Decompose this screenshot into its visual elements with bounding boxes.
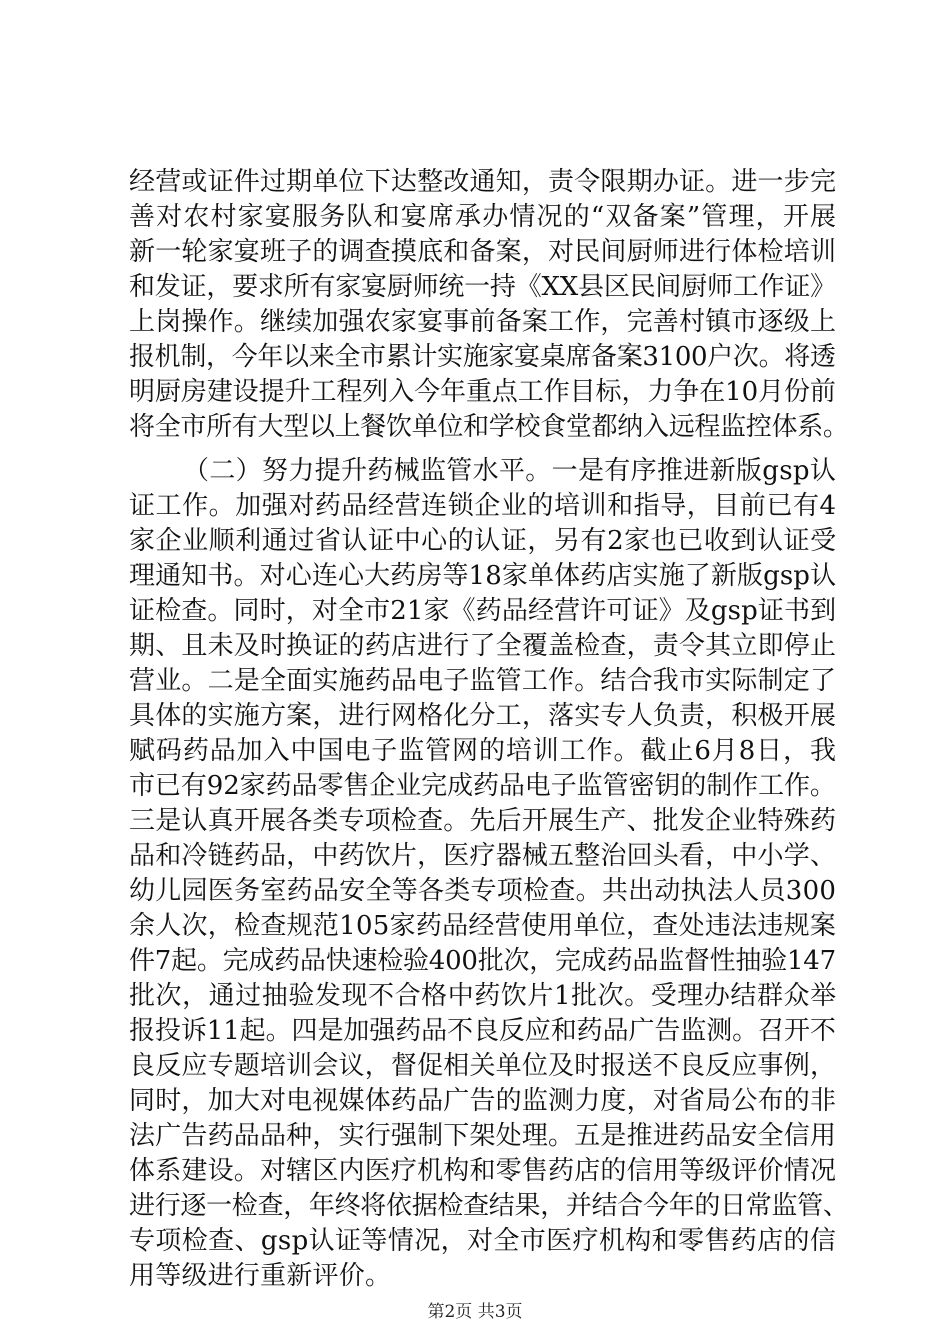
line-text: 上岗操作。继续加强农家宴事前备案工作，完善村镇市逐级上 (129, 307, 837, 337)
line-text: 期、且未及时换证的药店进行了全覆盖检查，责令其立即停止 (129, 631, 837, 661)
text-line (0, 941, 950, 981)
text-line (0, 1046, 950, 1086)
text-line (0, 731, 950, 771)
line-text: 具体的实施方案，进行网格化分工，落实专人负责，积极开展 (129, 701, 837, 731)
text-line (0, 232, 950, 272)
line-text: 品和冷链药品，中药饮片，医疗器械五整治回头看，中小学、 (129, 841, 837, 871)
line-text: 用等级进行重新评价。 (129, 1261, 392, 1291)
text-line (0, 906, 950, 946)
text-line (0, 871, 950, 911)
text-line (0, 801, 950, 841)
text-line (0, 626, 950, 666)
line-text: 件7起。完成药品快速检验400批次，完成药品监督性抽验147 (129, 946, 836, 976)
line-text: 进行逐一检查，年终将依据检查结果，并结合今年的日常监管、 (129, 1191, 849, 1221)
line-text: 专项检查、gsp认证等情况，对全市医疗机构和零售药店的信 (129, 1226, 837, 1256)
line-text: 市已有92家药品零售企业完成药品电子监管密钥的制作工作。 (129, 771, 836, 801)
line-text: 报机制，今年以来全市累计实施家宴桌席备案3100户次。将透 (129, 342, 836, 372)
text-line (0, 267, 950, 307)
text-line (0, 556, 950, 596)
line-text: 余人次，检查规范105家药品经营使用单位，查处违法违规案 (129, 911, 837, 941)
line-text: 同时，加大对电视媒体药品广告的监测力度，对省局公布的非 (129, 1086, 837, 1116)
line-text: 理通知书。对心连心大药房等18家单体药店实施了新版gsp认 (129, 561, 837, 591)
line-text: 善对农村家宴服务队和宴席承办情况的“双备案”管理，开展 (129, 202, 838, 232)
text-line (0, 1081, 950, 1121)
text-line (0, 696, 950, 736)
line-text: 三是认真开展各类专项检查。先后开展生产、批发企业特殊药 (129, 806, 837, 836)
text-line (0, 372, 950, 412)
text-line (0, 1186, 950, 1226)
text-line (0, 337, 950, 377)
line-text: 新一轮家宴班子的调查摸底和备案，对民间厨师进行体检培训 (129, 237, 837, 267)
text-line (0, 1151, 950, 1191)
line-text: 证工作。加强对药品经营连锁企业的培训和指导，目前已有4 (129, 491, 837, 521)
text-line (0, 1011, 950, 1051)
line-text: 经营或证件过期单位下达整改通知，责令限期办证。进一步完 (129, 167, 837, 197)
text-line (0, 451, 950, 491)
text-line (0, 1116, 950, 1156)
text-line (0, 1221, 950, 1261)
line-text: 证检查。同时，对全市21家《药品经营许可证》及gsp证书到 (129, 596, 837, 626)
text-line (0, 407, 950, 447)
text-line (0, 197, 950, 237)
text-line (0, 302, 950, 342)
line-text: 法广告药品品种，实行强制下架处理。五是推进药品安全信用 (129, 1121, 837, 1151)
line-text: 和发证，要求所有家宴厨师统一持《XX县区民间厨师工作证》 (129, 272, 836, 302)
line-text: 家企业顺利通过省认证中心的认证，另有2家也已收到认证受 (129, 526, 837, 556)
line-text: 幼儿园医务室药品安全等各类专项检查。共出动执法人员300 (129, 876, 837, 906)
line-text: 明厨房建设提升工程列入今年重点工作目标，力争在10月份前 (129, 377, 836, 407)
text-line (0, 162, 950, 202)
text-line (0, 766, 950, 806)
line-text: 将全市所有大型以上餐饮单位和学校食堂都纳入远程监控体系。 (129, 412, 849, 442)
text-line (0, 591, 950, 631)
line-text: 体系建设。对辖区内医疗机构和零售药店的信用等级评价情况 (129, 1156, 837, 1186)
line-text: 良反应专题培训会议，督促相关单位及时报送不良反应事例， (129, 1051, 837, 1081)
text-line (0, 521, 950, 561)
line-text: 报投诉11起。四是加强药品不良反应和药品广告监测。召开不 (129, 1016, 836, 1046)
text-line (0, 976, 950, 1016)
line-text: 赋码药品加入中国电子监管网的培训工作。截止6月8日，我 (129, 736, 837, 766)
text-line (0, 486, 950, 526)
line-text: （二）努力提升药械监管水平。一是有序推进新版gsp认 (183, 456, 837, 486)
text-line (0, 1256, 950, 1296)
text-line (0, 661, 950, 701)
line-text: 营业。二是全面实施药品电子监管工作。结合我市实际制定了 (129, 666, 837, 696)
line-text: 批次，通过抽验发现不合格中药饮片1批次。受理办结群众举 (129, 981, 837, 1011)
text-line (0, 836, 950, 876)
page-number-footer: 第2页 共3页 (427, 1302, 523, 1322)
